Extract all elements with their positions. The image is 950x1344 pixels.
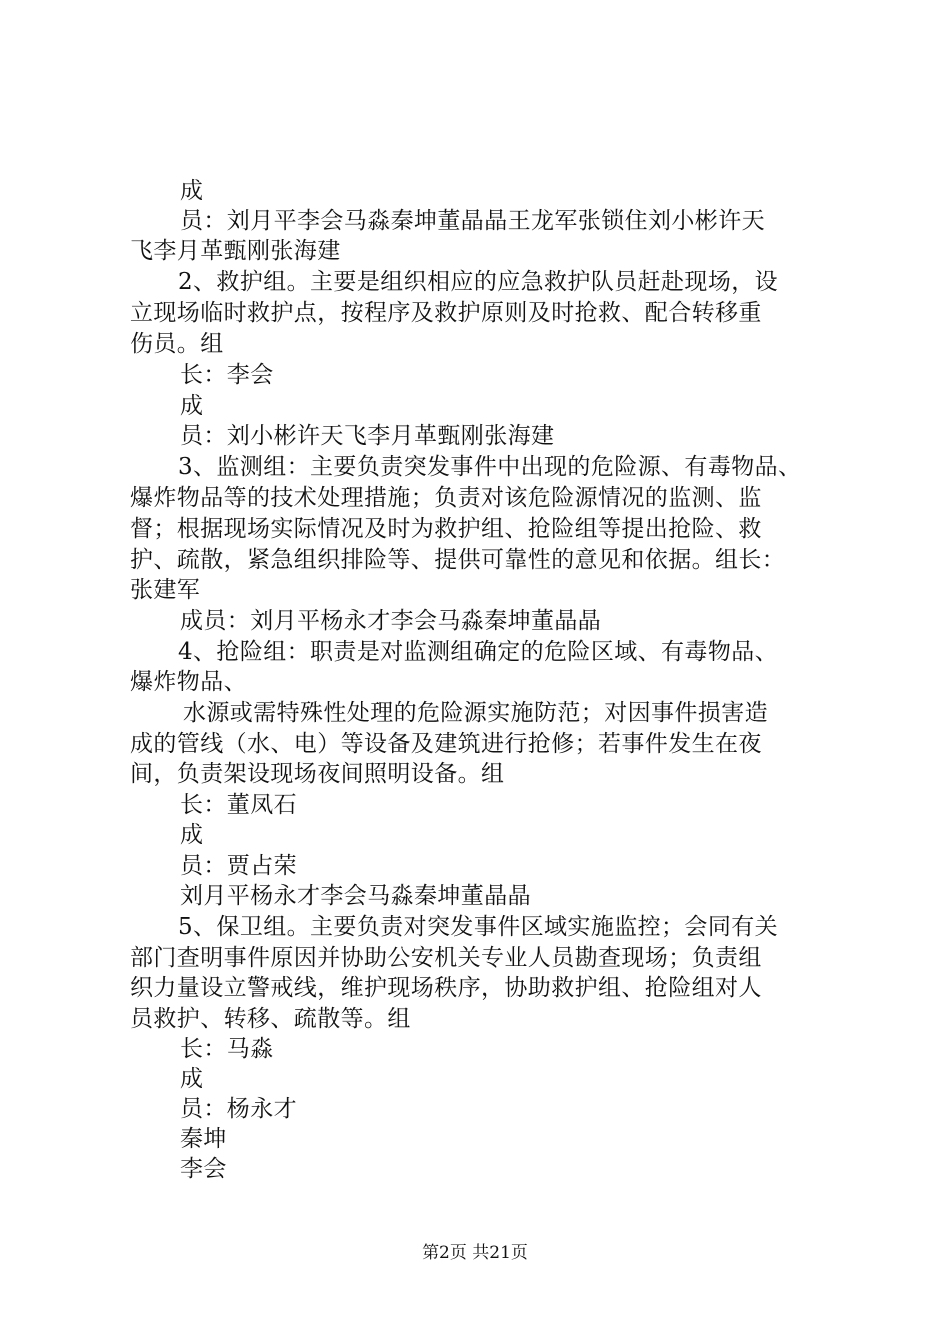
text-line: 员：贾占荣	[180, 853, 297, 879]
text-line: 5、保卫组。主要负责对突发事件区域实施监控；会同有关	[178, 914, 779, 940]
text-line: 成	[180, 393, 204, 419]
text-line: 4、抢险组：职责是对监测组确定的危险区域、有毒物品、	[178, 639, 779, 665]
text-line: 成	[180, 822, 204, 848]
text-line: 员救护、转移、疏散等。组	[130, 1006, 411, 1032]
text-line: 成员：刘月平杨永才李会马淼秦坤董晶晶	[180, 608, 602, 634]
text-line: 员：刘小彬许天飞李月革甄刚张海建	[180, 423, 555, 449]
text-line: 水源或需特殊性处理的危险源实施防范；对因事件损害造	[183, 700, 768, 726]
text-line: 飞李月革甄刚张海建	[130, 238, 341, 264]
text-line: 2、救护组。主要是组织相应的应急救护队员赶赴现场，设	[178, 269, 779, 295]
text-line: 秦坤	[180, 1126, 227, 1152]
text-line: 爆炸物品等的技术处理措施；负责对该危险源情况的监测、监	[130, 485, 762, 511]
text-line: 长：李会	[180, 362, 274, 388]
text-line: 伤员。组	[130, 331, 224, 357]
text-line: 刘月平杨永才李会马淼秦坤董晶晶	[180, 883, 531, 909]
text-line: 间，负责架设现场夜间照明设备。组	[130, 761, 505, 787]
text-line: 成	[180, 1066, 204, 1092]
text-line: 织力量设立警戒线，维护现场秩序，协助救护组、抢险组对人	[130, 975, 762, 1001]
text-line: 立现场临时救护点，按程序及救护原则及时抢救、配合转移重	[130, 300, 762, 326]
text-line: 部门查明事件原因并协助公安机关专业人员勘查现场；负责组	[130, 945, 762, 971]
page-number-footer: 第2页 共21页	[422, 1243, 528, 1263]
text-line: 成	[180, 178, 204, 204]
text-line: 李会	[180, 1156, 227, 1182]
text-line: 成的管线（水、电）等设备及建筑进行抢修；若事件发生在夜	[130, 731, 762, 757]
text-line: 员：刘月平李会马淼秦坤董晶晶王龙军张锁住刘小彬许天	[180, 208, 765, 234]
text-line: 督；根据现场实际情况及时为救护组、抢险组等提出抢险、救	[130, 516, 762, 542]
text-line: 3、监测组：主要负责突发事件中出现的危险源、有毒物品、	[178, 454, 802, 480]
text-line: 长：董凤石	[180, 792, 297, 818]
text-line: 长：马淼	[180, 1036, 274, 1062]
text-line: 爆炸物品、	[130, 669, 247, 695]
text-line: 护、疏散，紧急组织排险等、提供可靠性的意见和依据。组长：	[130, 547, 786, 573]
text-line: 员：杨永才	[180, 1096, 297, 1122]
text-line: 张建军	[130, 577, 201, 603]
